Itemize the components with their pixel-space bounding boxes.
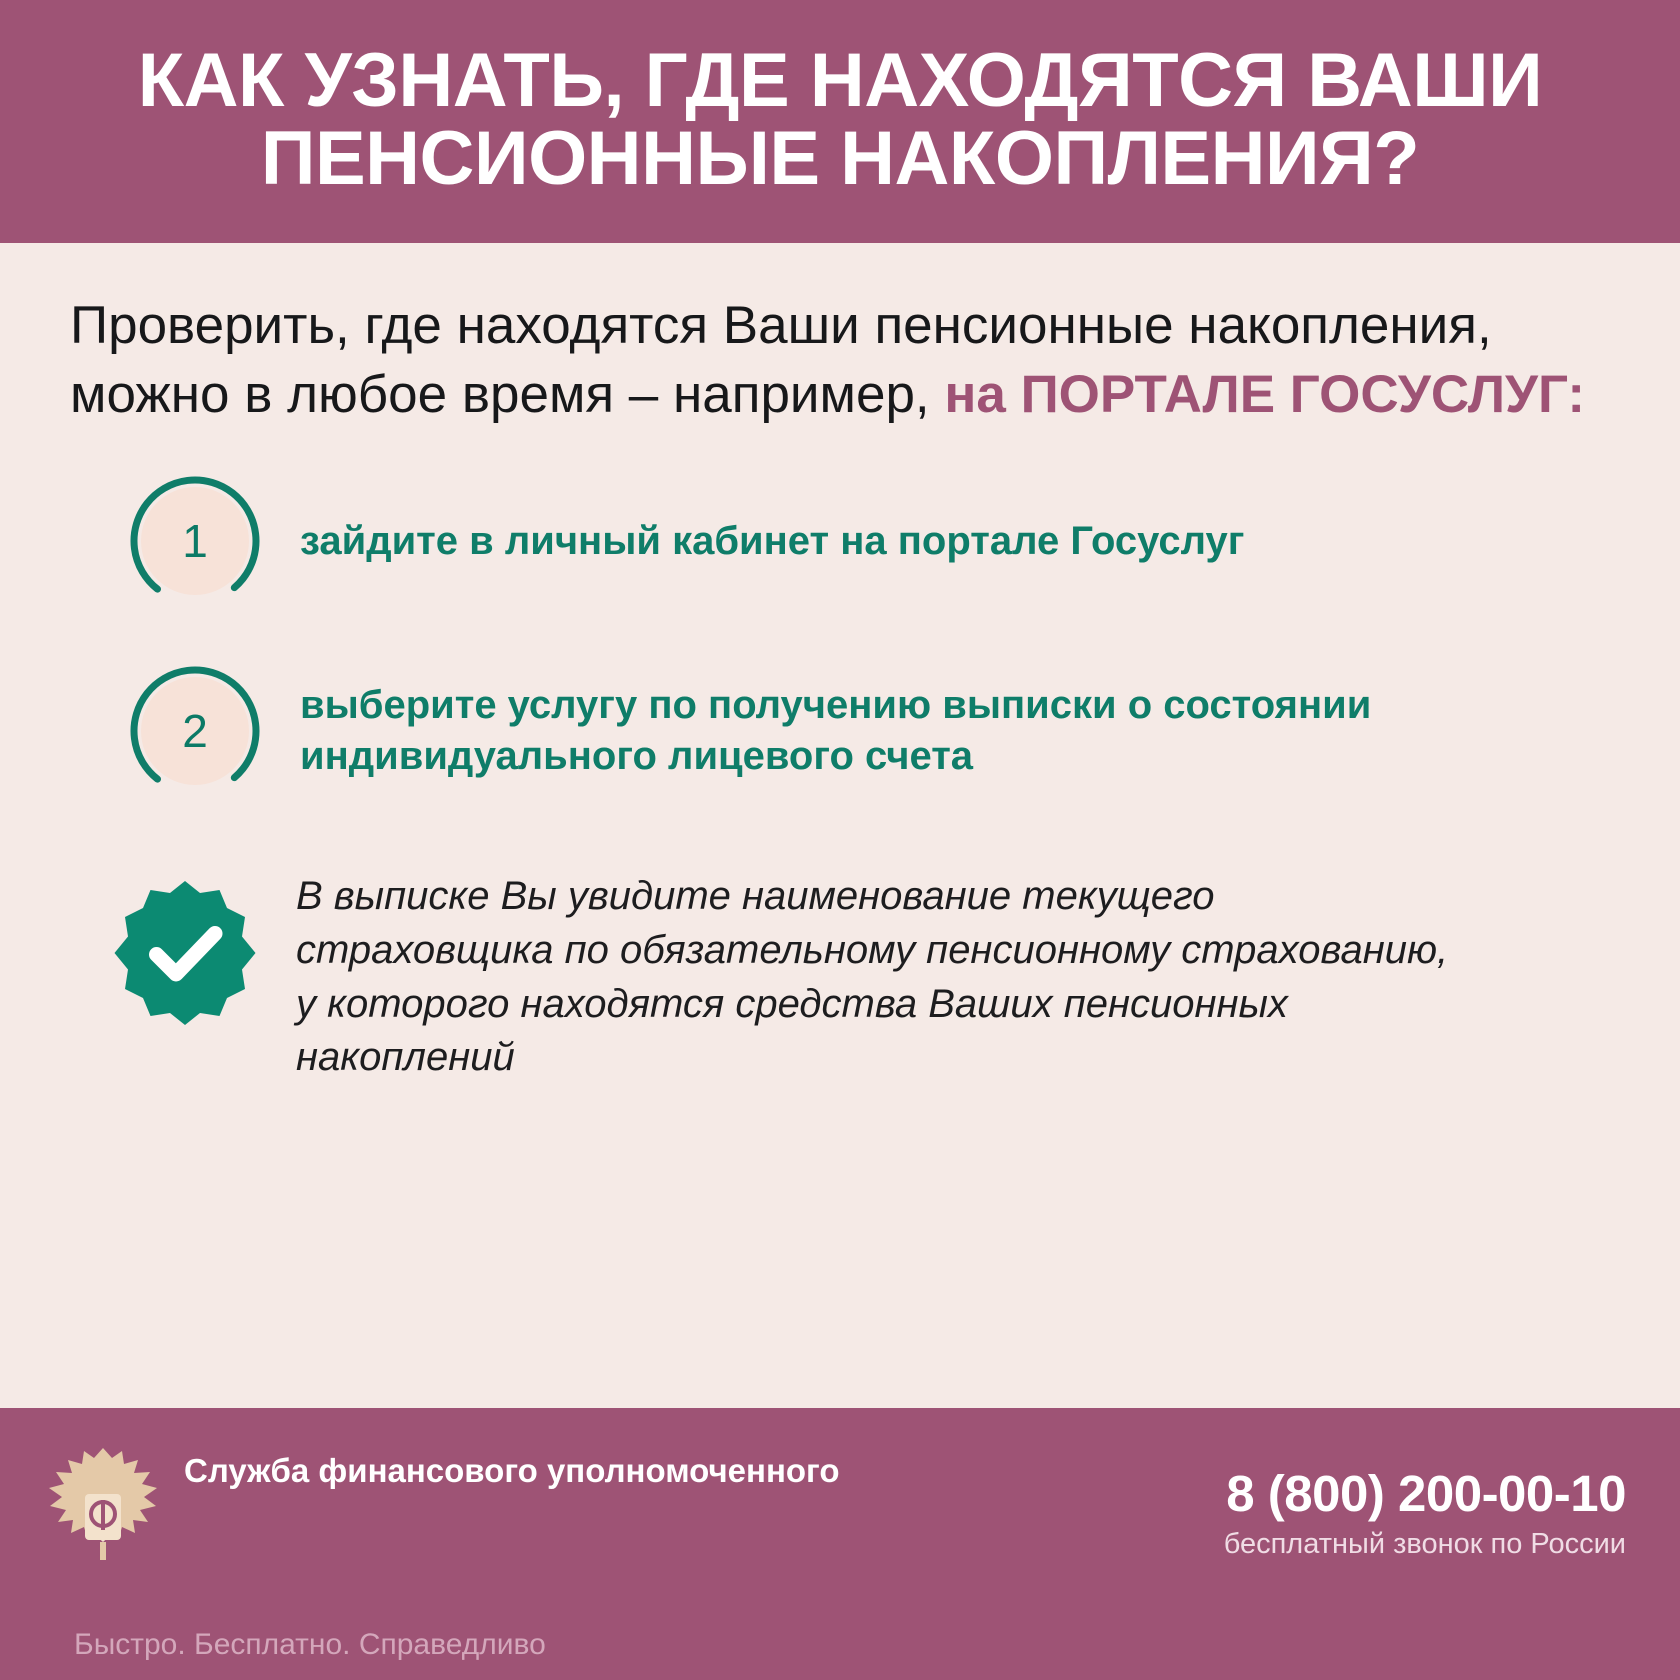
contacts-block	[1224, 1442, 1636, 1561]
brand-block	[44, 1442, 840, 1570]
brand-slogan: Быстро. Бесплатно. Справедливо	[74, 1628, 546, 1661]
check-badge-icon	[110, 878, 260, 1028]
phone-note: бесплатный звонок по России	[1223, 1528, 1626, 1561]
page-title: КАК УЗНАТЬ, ГДЕ НАХОДЯТСЯ ВАШИ ПЕНСИОННЫЕ НАКОПЛЕНИЯ?	[137, 38, 1543, 202]
note-block	[70, 870, 1610, 1084]
step-label: выберите услугу по получению выписки о состоянии индивидуального лицевого счета	[300, 683, 1372, 779]
note-text: В выписке Вы увидите наименование текущего страховщика по обязательному пенсионному страхованию, у которого находятся средства Ваших пенсионных накоплений	[296, 874, 1449, 1080]
steps-list	[70, 474, 1610, 798]
lead-paragraph	[70, 291, 1600, 431]
list-item	[128, 664, 1610, 798]
footer-band	[0, 1408, 1680, 1680]
lead-accent-text: на ПОРТАЛЕ ГОСУСЛУГ:	[944, 365, 1586, 425]
step-number: 1	[182, 515, 208, 568]
double-headed-eagle-emblem	[44, 1442, 162, 1570]
list-item	[128, 474, 1610, 608]
content-area	[0, 243, 1680, 1408]
step-label: зайдите в личный кабинет на портале Госуслуг	[300, 518, 1245, 563]
step-number: 2	[182, 705, 208, 758]
brand-name: Служба финансового уполномоченного	[184, 1452, 840, 1489]
header-band	[0, 0, 1680, 243]
step-number-badge	[128, 664, 262, 798]
step-number-badge	[128, 474, 262, 608]
phone-number[interactable]: 8 (800) 200-00-10	[1226, 1465, 1626, 1522]
lead-text: Проверить, где находятся Ваши пенсионные накопления, можно в любое время – например,	[70, 295, 1492, 425]
